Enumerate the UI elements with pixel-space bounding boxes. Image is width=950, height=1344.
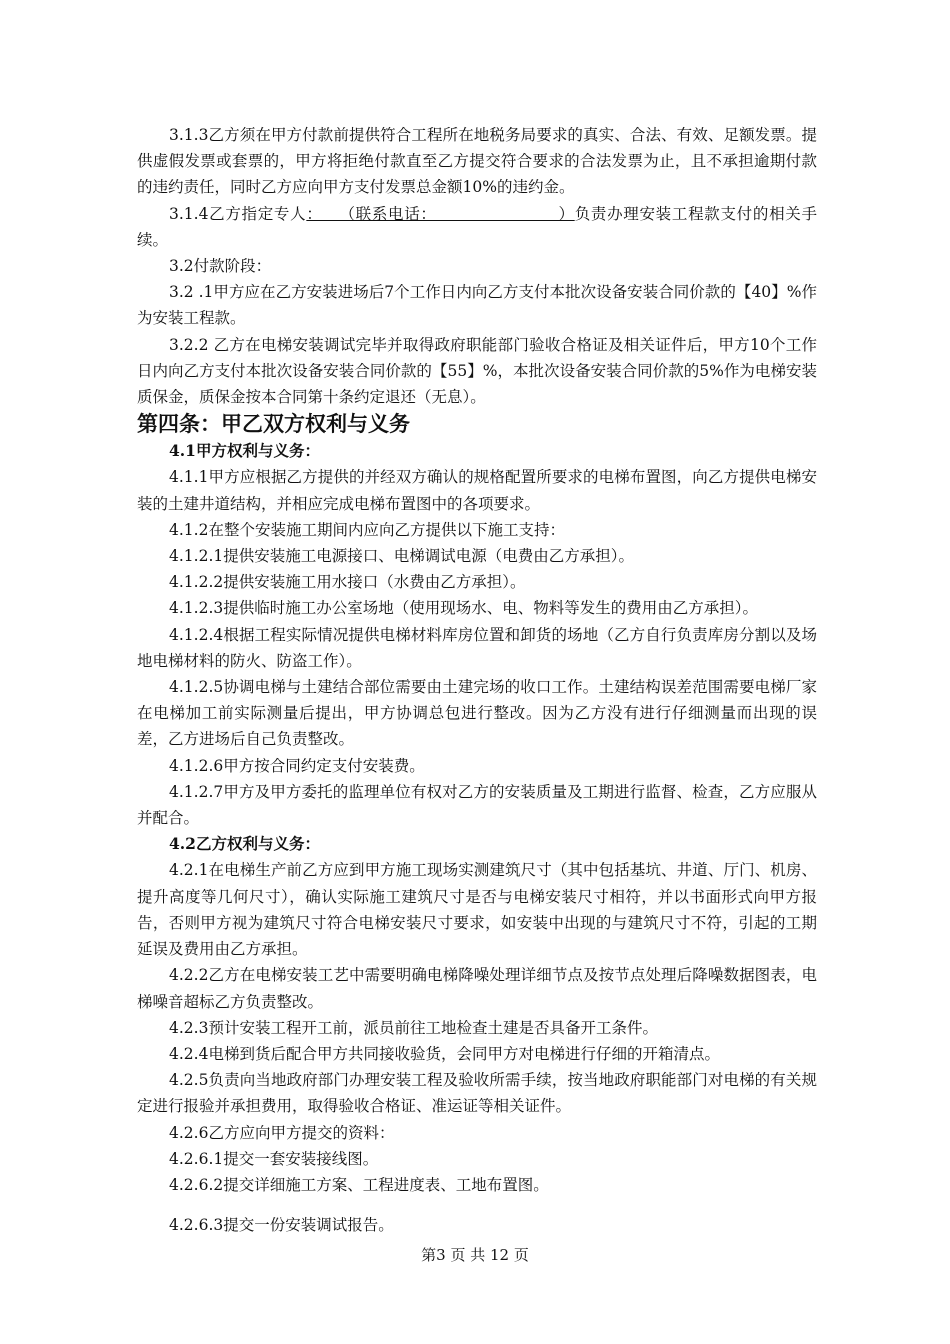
clause-3-1-4-tail: 负责办理安装工程款支付的相关手续。 — [137, 204, 817, 249]
clause-4-1-2: 4.1.2在整个安装施工期间内应向乙方提供以下施工支持： — [169, 520, 565, 539]
clause-3-2: 3.2付款阶段： — [169, 257, 272, 276]
clause-4-2-6-2: 4.2.6.2提交详细施工方案、工程进度表、工地布置图。 — [169, 1175, 549, 1194]
clause-3-1-4-lead: 3.1.4乙方指定专人 — [169, 204, 307, 223]
clause-4-1-2-1: 4.1.2.1提供安装施工电源接口、电梯调试电源（电费由乙方承担）。 — [169, 547, 634, 566]
clause-4-2-6-3: 4.2.6.3提交一份安装调试报告。 — [169, 1216, 394, 1235]
clause-4-2-1: 4.2.1在电梯生产前乙方应到甲方施工现场实测建筑尺寸（其中包括基坑、井道、厅门、机房、提升高度等几何尺寸），确认实际施工建筑尺寸是否与电梯安装尺寸相符，并以书面形式向甲方报告，否则甲方视为建筑尺寸符合电梯安装尺寸要求，如安装中出现的与建筑尺寸不符，引起的工期延误及费用由乙方承担。 — [137, 861, 817, 959]
contact-blank: ： （联系电话： ） — [306, 204, 575, 223]
clause-4-2-5: 4.2.5负责向当地政府部门办理安装工程及验收所需手续，按当地政府职能部门对电梯的有关规定进行报验并承担费用，取得验收合格证、准运证等相关证件。 — [137, 1071, 817, 1116]
clause-4-1-2-2: 4.1.2.2提供安装施工用水接口（水费由乙方承担）。 — [169, 573, 526, 592]
section-4-1-heading: 4.1甲方权利与义务： — [169, 441, 320, 461]
paragraph-spacer — [137, 1198, 817, 1212]
clause-4-2-4: 4.2.4电梯到货后配合甲方共同接收验货，会同甲方对电梯进行仔细的开箱清点。 — [169, 1044, 720, 1063]
clause-4-2-6-1: 4.2.6.1提交一套安装接线图。 — [169, 1149, 379, 1168]
clause-4-1-2-6: 4.1.2.6甲方按合同约定支付安装费。 — [169, 756, 425, 775]
clause-3-2-1: 3.2 .1甲方应在乙方安装进场后7个工作日内向乙方支付本批次设备安装合同价款的【40】%作为安装工程款。 — [137, 283, 817, 328]
page-footer — [0, 1244, 950, 1265]
section-4-2-heading: 4.2乙方权利与义务： — [169, 834, 320, 854]
clause-4-2-3: 4.2.3预计安装工程开工前，派员前往工地检查土建是否具备开工条件。 — [169, 1018, 658, 1037]
clause-3-1-4 — [137, 201, 817, 253]
clause-4-2-6: 4.2.6乙方应向甲方提交的资料： — [169, 1123, 395, 1142]
clause-3-2-2: 3.2.2 乙方在电梯安装调试完毕并取得政府职能部门验收合格证及相关证件后，甲方10个工作日内向乙方支付本批次设备安装合同价款的【55】%，本批次设备安装合同价款的5%作为电梯安装质保金，质保金按本合同第十条约定退还（无息）。 — [137, 335, 817, 407]
clause-4-1-2-7: 4.1.2.7甲方及甲方委托的监理单位有权对乙方的安装质量及工期进行监督、检查，乙方应服从并配合。 — [137, 782, 817, 828]
clause-3-1-3: 3.1.3乙方须在甲方付款前提供符合工程所在地税务局要求的真实、合法、有效、足额发票。提供虚假发票或套票的，甲方将拒绝付款直至乙方提交符合要求的合法发票为止，且不承担逾期付款的违约责任，同时乙方应向甲方支付发票总金额10%的违约金。 — [137, 126, 817, 197]
document-body — [137, 122, 817, 1238]
clause-4-1-2-5: 4.1.2.5协调电梯与土建结合部位需要由土建完场的收口工作。土建结构误差范围需要电梯厂家在电梯加工前实际测量后提出，甲方协调总包进行整改。因为乙方没有进行仔细测量而出现的误差，乙方进场后自己负责整改。 — [137, 678, 817, 749]
clause-4-2-2: 4.2.2乙方在电梯安装工艺中需要明确电梯降噪处理详细节点及按节点处理后降噪数据图表，电梯噪音超标乙方负责整改。 — [137, 966, 817, 1011]
clause-4-1-2-3: 4.1.2.3提供临时施工办公室场地（使用现场水、电、物料等发生的费用由乙方承担）。 — [169, 599, 758, 618]
article-4-heading: 第四条：甲乙双方权利与义务 — [137, 412, 410, 437]
clause-4-1-1: 4.1.1甲方应根据乙方提供的并经双方确认的规格配置所要求的电梯布置图，向乙方提供电梯安装的土建井道结构，并相应完成电梯布置图中的各项要求。 — [137, 468, 817, 513]
page-number-label: 第3 页 共 12 页 — [421, 1246, 529, 1264]
clause-4-1-2-4: 4.1.2.4根据工程实际情况提供电梯材料库房位置和卸货的场地（乙方自行负责库房分割以及场地电梯材料的防火、防盗工作）。 — [137, 625, 817, 670]
